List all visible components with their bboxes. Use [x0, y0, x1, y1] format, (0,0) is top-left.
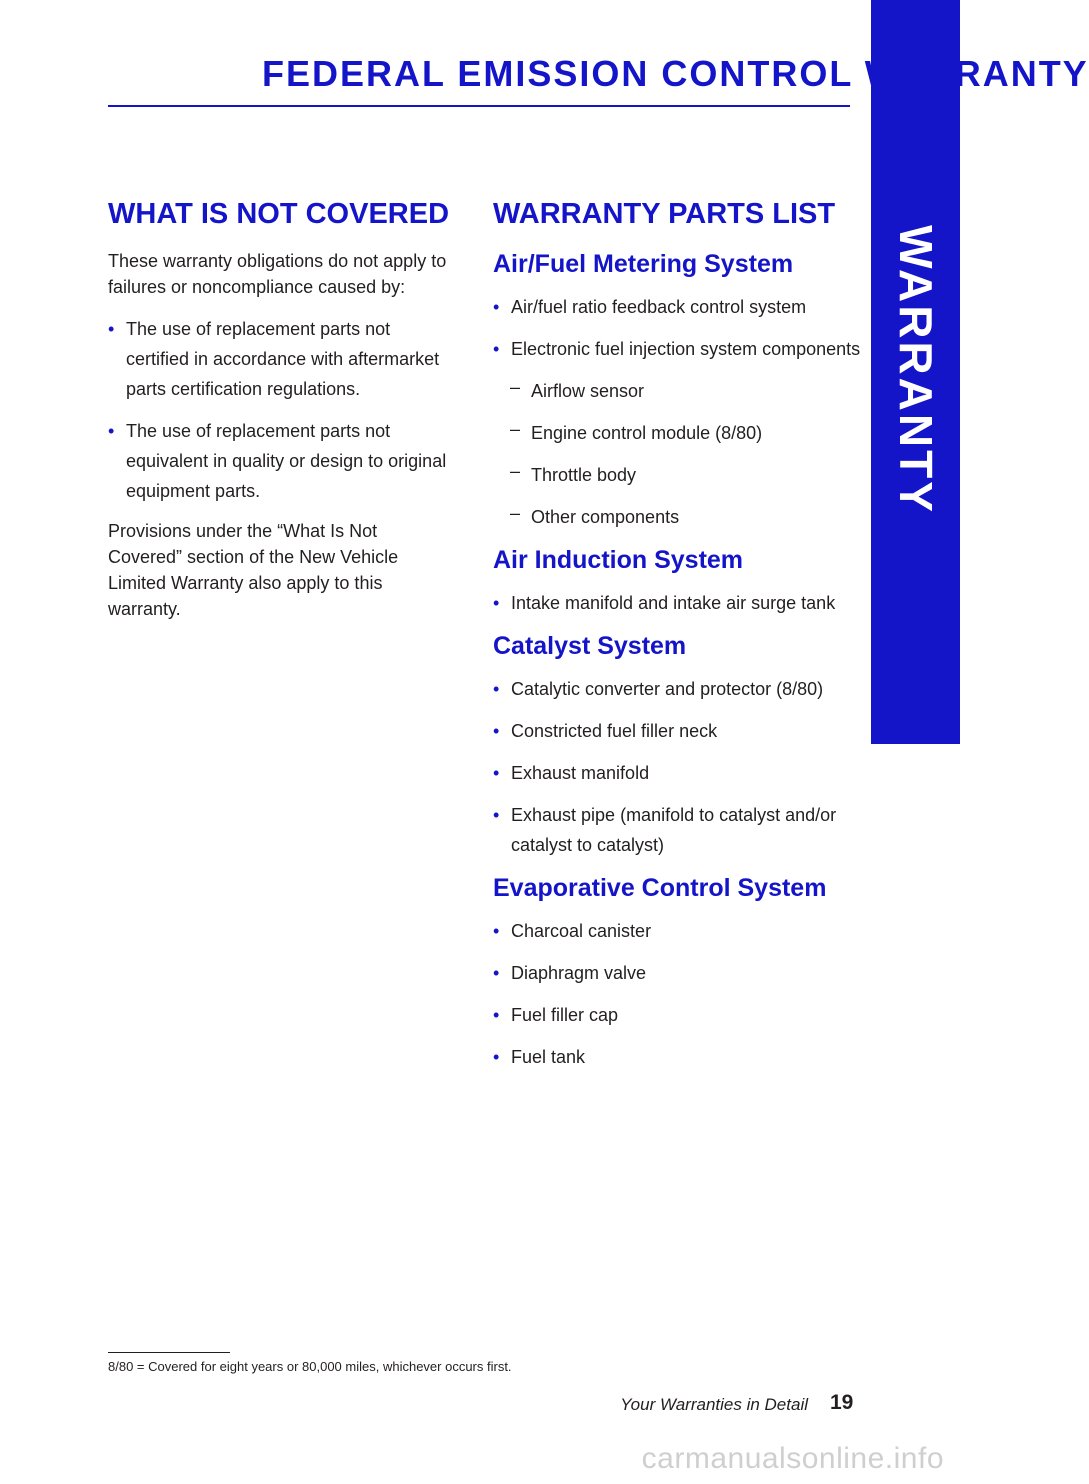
sub-list-item: – Throttle body [493, 460, 863, 490]
footnote-divider [108, 1352, 230, 1353]
not-covered-closing: Provisions under the “What Is Not Covered” section of the New Vehicle Limited Warranty also apply to this warranty. [108, 521, 399, 619]
footnote: 8/80 = Covered for eight years or 80,000 miles, whichever occurs first. [108, 1359, 512, 1374]
list-item: • Exhaust pipe (manifold to catalyst and/or catalyst to catalyst) [493, 800, 863, 860]
not-covered-list [108, 314, 453, 506]
list-item: • Intake manifold and intake air surge tank [493, 588, 863, 618]
air-fuel-heading: Air/Fuel Metering System [493, 250, 794, 278]
list-item: • Fuel tank [493, 1042, 863, 1072]
evaporative-heading: Evaporative Control System [493, 874, 827, 902]
list-item: • Air/fuel ratio feedback control system [493, 292, 863, 322]
side-tab-label: WARRANTY [889, 225, 942, 515]
list-item: • The use of replacement parts not equivalent in quality or design to original equipment parts. [108, 416, 453, 506]
not-covered-heading: WHAT IS NOT COVERED [108, 198, 450, 230]
list-item: • Catalytic converter and protector (8/80) [493, 674, 863, 704]
page-number: 19 [830, 1391, 854, 1414]
parts-list-heading: WARRANTY PARTS LIST [493, 198, 836, 230]
catalyst-list [493, 674, 863, 860]
sub-list-item: – Other components [493, 502, 863, 532]
side-tab [871, 0, 960, 744]
air-induction-list [493, 588, 863, 618]
air-fuel-list [493, 292, 863, 364]
title-divider [108, 105, 850, 107]
parts-list-section [493, 196, 863, 1084]
list-item: • Charcoal canister [493, 916, 863, 946]
list-item: • Constricted fuel filler neck [493, 716, 863, 746]
list-item: • Fuel filler cap [493, 1000, 863, 1030]
list-item: • Electronic fuel injection system components [493, 334, 863, 364]
air-induction-heading: Air Induction System [493, 546, 744, 574]
evaporative-list [493, 916, 863, 1072]
footer-section-label: Your Warranties in Detail [620, 1395, 808, 1414]
watermark: carmanualsonline.info [641, 1442, 944, 1475]
page-title: FEDERAL EMISSION CONTROL WARRANTY [262, 53, 1089, 94]
sub-list-item: – Engine control module (8/80) [493, 418, 863, 448]
not-covered-intro: These warranty obligations do not apply to failures or noncompliance caused by: [108, 251, 447, 297]
fuel-injection-components-list [493, 376, 863, 532]
sub-list-item: – Airflow sensor [493, 376, 863, 406]
not-covered-section [108, 196, 453, 636]
list-item: • The use of replacement parts not certified in accordance with aftermarket parts certification regulations. [108, 314, 453, 404]
list-item: • Diaphragm valve [493, 958, 863, 988]
catalyst-heading: Catalyst System [493, 632, 687, 660]
list-item: • Exhaust manifold [493, 758, 863, 788]
